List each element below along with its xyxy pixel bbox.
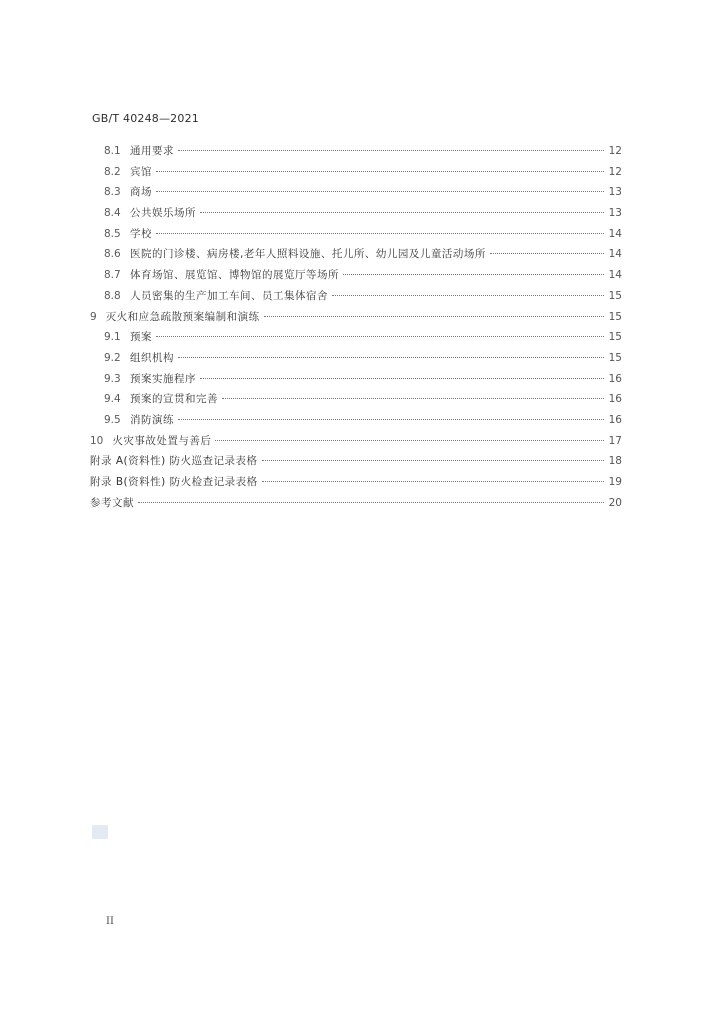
toc-entry[interactable] xyxy=(90,472,622,493)
toc-dot-leader xyxy=(178,150,604,151)
toc-entry-title[interactable]: 学校 xyxy=(130,227,152,240)
toc-entry[interactable] xyxy=(90,451,622,472)
toc-dot-leader xyxy=(178,419,604,420)
toc-dot-leader xyxy=(332,295,604,296)
toc-entry[interactable] xyxy=(90,224,622,245)
toc-entry-number: 9.2 xyxy=(104,351,121,364)
toc-dot-leader xyxy=(200,212,604,213)
toc-entry-page: 12 xyxy=(608,165,622,178)
toc-entry[interactable] xyxy=(90,162,622,183)
toc-entry-title[interactable]: 人员密集的生产加工车间、员工集体宿舍 xyxy=(130,289,328,302)
toc-entry-number: 8.4 xyxy=(104,207,121,220)
toc-dot-leader xyxy=(156,233,604,234)
toc-dot-leader xyxy=(222,398,604,399)
toc-entry-page: 13 xyxy=(608,186,622,199)
toc-entry-page: 14 xyxy=(608,248,622,261)
toc-entry-title[interactable]: 公共娱乐场所 xyxy=(130,207,196,220)
toc-entry[interactable] xyxy=(90,348,622,369)
toc-entry-title[interactable]: 预案实施程序 xyxy=(130,372,196,385)
toc-entry-number: 9.3 xyxy=(104,372,121,385)
toc-entry-number: 8.6 xyxy=(104,248,121,261)
toc-dot-leader xyxy=(262,481,604,482)
toc-entry-number: 9 xyxy=(90,310,97,323)
toc-entry-title[interactable]: 预案的宣贯和完善 xyxy=(130,393,218,406)
toc-entry[interactable] xyxy=(90,141,622,162)
toc-entry-page: 15 xyxy=(608,331,622,344)
toc-entry-page: 19 xyxy=(608,476,622,488)
toc-entry-number: 9.5 xyxy=(104,413,121,426)
toc-entry-number: 9.4 xyxy=(104,393,121,406)
toc-entry[interactable] xyxy=(90,182,622,203)
document-code-header: GB/T 40248—2021 xyxy=(92,112,199,125)
toc-entry-page: 20 xyxy=(608,496,622,509)
toc-entry[interactable] xyxy=(90,203,622,224)
toc-entry-number: 8.2 xyxy=(104,165,121,178)
toc-entry-title[interactable]: 消防演练 xyxy=(130,413,174,426)
page-number: II xyxy=(106,916,114,927)
toc-entry[interactable] xyxy=(90,265,622,286)
toc-entry[interactable] xyxy=(90,369,622,390)
toc-entry-page: 16 xyxy=(608,393,622,406)
toc-entry-page: 18 xyxy=(608,455,622,468)
toc-dot-leader xyxy=(156,191,604,192)
toc-entry-title[interactable]: 医院的门诊楼、病房楼,老年人照料设施、托儿所、幼儿园及儿童活动场所 xyxy=(130,248,486,261)
toc-entry-page: 16 xyxy=(608,413,622,426)
toc-entry-page: 17 xyxy=(608,434,622,447)
toc-entry-title[interactable]: 附录 A(资料性) 防火巡查记录表格 xyxy=(90,455,258,468)
toc-entry-title[interactable]: 火灾事故处置与善后 xyxy=(112,434,212,447)
toc-entry-number: 9.1 xyxy=(104,331,121,344)
toc-dot-leader xyxy=(156,171,604,172)
toc-entry-page: 14 xyxy=(608,269,622,282)
toc-entry-number: 8.3 xyxy=(104,186,121,199)
toc-dot-leader xyxy=(264,316,604,317)
toc-entry[interactable] xyxy=(90,410,622,431)
toc-entry-page: 15 xyxy=(608,351,622,364)
toc-entry[interactable] xyxy=(90,431,622,452)
toc-entry-title[interactable]: 参考文献 xyxy=(90,496,134,509)
toc-entry-title[interactable]: 附录 B(资料性) 防火检查记录表格 xyxy=(90,476,258,488)
toc-entry-title[interactable]: 预案 xyxy=(130,331,152,344)
toc-entry[interactable] xyxy=(90,244,622,265)
toc-entry[interactable] xyxy=(90,389,622,410)
toc-entry[interactable] xyxy=(90,327,622,348)
toc-dot-leader xyxy=(200,378,604,379)
toc-dot-leader xyxy=(215,440,604,441)
toc-entry[interactable] xyxy=(90,307,622,328)
toc-entry[interactable] xyxy=(90,286,622,307)
toc-entry-page: 15 xyxy=(608,289,622,302)
watermark-stamp xyxy=(92,825,108,839)
toc-entry-title[interactable]: 组织机构 xyxy=(130,351,174,364)
toc-dot-leader xyxy=(178,357,604,358)
toc-entry-number: 8.7 xyxy=(104,269,121,282)
toc-dot-leader xyxy=(156,336,604,337)
toc-dot-leader xyxy=(138,502,604,503)
toc-entry-title[interactable]: 商场 xyxy=(130,186,152,199)
toc-entry-page: 14 xyxy=(608,227,622,240)
toc-entry-title[interactable]: 灭火和应急疏散预案编制和演练 xyxy=(105,310,260,323)
toc-entry-number: 8.1 xyxy=(104,145,121,157)
toc-entry-title[interactable]: 通用要求 xyxy=(130,145,174,157)
toc-dot-leader xyxy=(343,274,604,275)
toc-entry-number: 8.8 xyxy=(104,289,121,302)
toc-dot-leader xyxy=(490,253,604,254)
toc-entry[interactable] xyxy=(90,493,622,514)
toc-entry-number: 10 xyxy=(90,434,104,447)
table-of-contents xyxy=(90,141,622,513)
toc-entry-number: 8.5 xyxy=(104,227,121,240)
toc-entry-page: 12 xyxy=(608,145,622,157)
toc-entry-page: 16 xyxy=(608,372,622,385)
toc-entry-page: 13 xyxy=(608,207,622,220)
toc-dot-leader xyxy=(262,460,604,461)
toc-entry-title[interactable]: 体育场馆、展览馆、博物馆的展览厅等场所 xyxy=(130,269,339,282)
toc-entry-title[interactable]: 宾馆 xyxy=(130,165,152,178)
toc-entry-page: 15 xyxy=(608,310,622,323)
